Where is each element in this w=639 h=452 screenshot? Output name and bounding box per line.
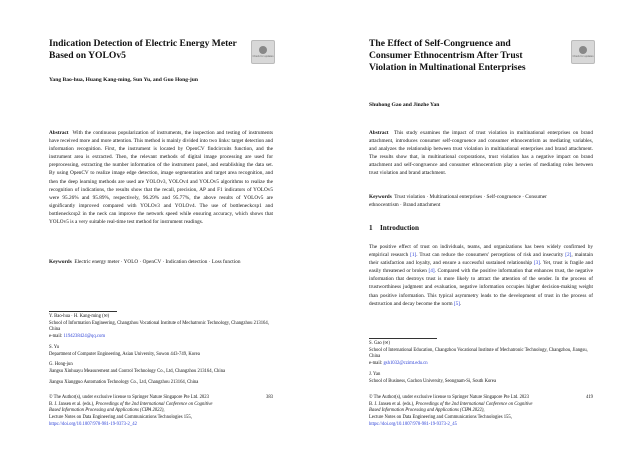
doi-link[interactable]: https://doi.org/10.1007/978-981-19-9373-2_42 bbox=[49, 421, 137, 427]
email-link[interactable]: gsh1032@czimt.edu.cn bbox=[383, 361, 428, 367]
abstract bbox=[49, 129, 273, 226]
series-text: Lecture Notes on Data Engineering and Communications Technologies 155, bbox=[369, 415, 512, 421]
affil-text: Department of Computer Engineering, Asian University, Suwon 443-749, Korea bbox=[49, 351, 200, 357]
intro-text: . Compared with the positive information that enhances trust, the negative information that destroys trust is more likely to attract the attention of the sender. In the process of trustworthiness judgment and evaluation, negative information occupies higher decision-making weight than positive information. This typical asymmetry leads to the development of trust in the process of destruction and decay become the norm bbox=[369, 268, 594, 307]
affil-text: School of Information Engineering, Changzhou Vocational Institute of Mechatronic Technology, Changzhou 213164, China bbox=[49, 320, 269, 333]
author-affiliations bbox=[49, 314, 273, 386]
abstract-label: Abstract bbox=[369, 130, 389, 136]
citation-link[interactable]: [4] bbox=[428, 268, 435, 275]
badge-text: Check for updates bbox=[572, 55, 594, 58]
citation-text bbox=[49, 402, 219, 415]
affil-names: J. Yan bbox=[369, 371, 381, 377]
intro-text: . Trust can reduce the consumers' perceptions of risk and insecurity bbox=[416, 252, 566, 259]
abstract-text: With the continuous popularization of instruments, the inspection and testing of instruments have received more and more attention. This method is mainly divided into two links: target detection and information recognition. First, the instrument is located by OpenCV findcircuits function, and the instrument area is extracted. Then, the relevant methods of digital image processing are used for preprocessing, extracting the number information of the instrument panel, and establishing the data set. By using OpenCV to realize image edge detection, image segmentation and target area recognition, and then the deep learning methods are used are YOLOv3, YOLOv4 and YOLOv5 algorithms to realize the recognition of indications, the results show that the recall, precision, AP and F1 indicators of YOLOv5 were 95.26% and 95.89%, respectively, 96.29% and 95.77%, the above results of YOLOv5 are significantly improved compared with YOLOv3 and YOLOv4. The use of bottleneckcsp1 and bottleneckcsp2 in the neck can improve the network speed while ensuring accuracy, which shows that YOLOv5 is a very suitable real-time test method for instrument readings. bbox=[49, 130, 274, 226]
paper-title: The Effect of Self-Congruence and Consumer Ethnocentrism After Trust Violation in Multinational Enterprises bbox=[369, 38, 526, 73]
bookmark-icon bbox=[579, 46, 587, 54]
keywords-text: Electric energy meter · YOLO · OpenCV · Indication detection · Loss function bbox=[74, 259, 241, 265]
badge-text: Check for updates bbox=[252, 55, 274, 58]
citation-link[interactable]: [1] bbox=[410, 252, 417, 259]
copyright-text: © The Author(s), under exclusive license to Springer Nature Singapore Pte Ltd. 2023 bbox=[49, 395, 209, 400]
author-affiliations bbox=[369, 341, 593, 385]
affil-names: S. Gao (✉) bbox=[369, 341, 390, 346]
section-number: 1 bbox=[369, 224, 373, 232]
intro-text: The positive effect of trust on individuals, teams, and organizations has been widely confirmed by empirical research bbox=[369, 244, 593, 259]
author-list: Yang Bao-hua, Huang Kang-ming, Sun Yu, and Guo Hong-jun bbox=[49, 77, 198, 83]
proceedings-title: Proceedings of the 2nd International Conference on Cognitive Based Information Processing and Applications (CIPA 2022), bbox=[49, 401, 213, 414]
citation-text bbox=[369, 402, 539, 415]
copyright-block bbox=[369, 395, 593, 429]
editors: B. J. Jansen et al. (eds.), bbox=[369, 401, 416, 407]
affil-names: S. Yu bbox=[49, 344, 59, 350]
section-heading bbox=[369, 224, 593, 232]
bookmark-icon bbox=[259, 46, 267, 54]
section-title: Introduction bbox=[380, 224, 420, 232]
intro-paragraph bbox=[369, 243, 593, 308]
copyright-block bbox=[49, 395, 273, 429]
citation-link[interactable]: [3] bbox=[533, 260, 541, 267]
footnote-divider bbox=[49, 311, 117, 312]
check-for-updates-badge[interactable] bbox=[571, 40, 595, 64]
paper-page-right bbox=[320, 0, 639, 452]
affil-text: School of Business, Gachon University, Seongnam-Si, South Korea bbox=[369, 378, 497, 384]
keywords bbox=[49, 258, 273, 266]
email-link[interactable]: 1194238424@qq.com bbox=[63, 334, 105, 340]
page-number: 383 bbox=[265, 395, 273, 400]
page-number: 419 bbox=[585, 395, 593, 400]
keywords-text: Trust violation · Multinational enterprises · Self-congruence · Consumer ethnocentrism · Brand attachment bbox=[369, 194, 547, 209]
abstract bbox=[369, 129, 593, 178]
keywords-label: Keywords bbox=[369, 194, 392, 200]
copyright-line bbox=[369, 395, 593, 402]
check-for-updates-badge[interactable] bbox=[251, 40, 275, 64]
citation-link[interactable]: [2] bbox=[565, 252, 572, 259]
affil-text: School of International Education, Changzhou Vocational Institute of Mechatronic Technology, Changzhou, Jiangsu, China bbox=[369, 347, 588, 360]
author-list: Shuhong Gao and Jinzhe Yan bbox=[369, 102, 440, 108]
abstract-text: This study examines the impact of trust violation in multinational enterprises on brand attachment, introduces consumer self-congruence and consumer ethnocentrism as mediating variables, and analyzes the relationship between trust violation in multinational enterprises and brand attachment. The results show that, in multinational corporations, trust violation has a negative impact on brand attachment and self-congruence and consumer ethnocentrism play a series of mediating roles between trust violation and brand attachment. bbox=[369, 130, 593, 177]
series-text: Lecture Notes on Data Engineering and Communications Technologies 155, bbox=[49, 415, 192, 421]
abstract-label: Abstract bbox=[49, 130, 69, 136]
keywords-label: Keywords bbox=[49, 259, 72, 265]
affil-names: G. Hong-jun bbox=[49, 362, 73, 368]
email-label: e-mail: bbox=[49, 334, 64, 340]
affil-names: Y. Bao-hua · H. Kang-ming (✉) bbox=[49, 314, 110, 319]
citation-link[interactable]: [5] bbox=[453, 300, 460, 307]
affil-text: Jiangsu Xinhuayu Measurement and Control Technology Co., Ltd, Changzhou 213164, China bbox=[49, 368, 226, 374]
intro-text: . Yet, trust is fragile and easily threatened or broken bbox=[369, 260, 593, 275]
copyright-text: © The Author(s), under exclusive license to Springer Nature Singapore Pte Ltd. 2023 bbox=[369, 395, 529, 400]
affil-email-line bbox=[49, 334, 273, 341]
footnote-divider bbox=[369, 338, 437, 339]
proceedings-title: Proceedings of the 2nd International Conference on Cognitive Based Information Processing and Applications (CIPA 2022), bbox=[369, 401, 533, 414]
paper-page-left bbox=[0, 0, 319, 452]
affil-text: Jiangsu Xiangguo Automation Technology Co., Ltd, Changzhou 213164, China bbox=[49, 379, 199, 385]
affil-email-line bbox=[369, 361, 593, 368]
keywords bbox=[369, 193, 574, 209]
doi-link[interactable]: https://doi.org/10.1007/978-981-19-9373-2_45 bbox=[369, 421, 457, 427]
email-label: e-mail: bbox=[369, 361, 384, 367]
copyright-line bbox=[49, 395, 273, 402]
intro-text: . bbox=[459, 300, 462, 307]
intro-text: , maintain their satisfaction and loyalty, and ensure a successful sustained relationship bbox=[369, 252, 593, 267]
editors: B. J. Jansen et al. (eds.), bbox=[49, 401, 96, 407]
paper-title: Indication Detection of Electric Energy Meter Based on YOLOv5 bbox=[49, 38, 237, 61]
